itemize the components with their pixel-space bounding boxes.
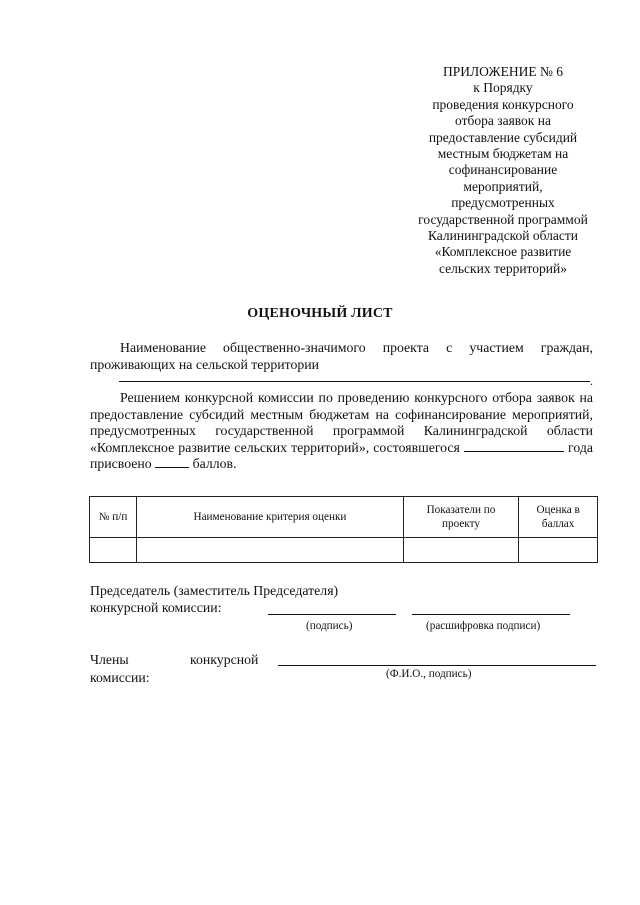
- members-label-word: Члены: [90, 652, 129, 667]
- document-title: ОЦЕНОЧНЫЙ ЛИСТ: [247, 306, 393, 321]
- members-signature-line[interactable]: [278, 665, 596, 666]
- appendix-line: «Комплексное развитие: [434, 244, 572, 260]
- members-label-word: комиссии:: [90, 670, 150, 685]
- table-header-cell: № п/п: [90, 497, 137, 538]
- table-header-cell: Показатели по проекту: [403, 497, 519, 538]
- points-blank[interactable]: [155, 456, 189, 468]
- appendix-line: отбора заявок на: [455, 113, 551, 129]
- criteria-table: [89, 496, 598, 563]
- table-header-cell: Оценка в баллах: [519, 497, 598, 538]
- appendix-line: государственной программой: [418, 211, 588, 227]
- signature-hint: (подпись): [306, 620, 353, 632]
- chairman-decoding-line[interactable]: [412, 614, 570, 615]
- chairman-label-line1: Председатель (заместитель Председателя): [90, 583, 339, 598]
- appendix-line: софинансирование: [448, 162, 558, 178]
- table-cell[interactable]: [137, 538, 404, 563]
- appendix-line: сельских территорий»: [439, 260, 567, 276]
- appendix-line: предоставление субсидий: [428, 129, 578, 145]
- decoding-hint: (расшифровка подписи): [426, 620, 541, 632]
- project-name-fill-line[interactable]: [119, 381, 590, 382]
- chairman-signature-line[interactable]: [268, 614, 396, 615]
- project-name-paragraph: Наименование общественно-значимого проекта с участием граждан, проживающих на сельской территории: [90, 340, 593, 372]
- appendix-line: местным бюджетам на: [437, 146, 569, 162]
- table-header-row: [90, 497, 598, 538]
- appendix-line: мероприятий,: [463, 178, 543, 194]
- decision-text-end: баллов.: [192, 456, 237, 471]
- appendix-line: Калининградской области: [427, 228, 579, 244]
- appendix-block: [392, 64, 614, 277]
- members-hint: (Ф.И.О., подпись): [386, 668, 472, 680]
- project-name-end-mark: .: [590, 374, 593, 388]
- appendix-line: проведения конкурсного: [432, 96, 574, 112]
- members-label-word: конкурсной: [190, 652, 259, 667]
- appendix-line: ПРИЛОЖЕНИЕ № 6: [442, 64, 564, 79]
- decision-text-mid: года присвоено: [90, 439, 594, 471]
- table-row: [90, 538, 598, 563]
- appendix-line: к Порядку: [473, 80, 533, 96]
- table-cell[interactable]: [403, 538, 519, 563]
- decision-text: Решением конкурсной комиссии по проведению конкурсного отбора заявок на предоставление субсидий местным бюджетам на софинансирование мероприятий, предусмотренных государственной программой Калининградской области «Комплексное развитие сельских территорий», состоявшегося: [90, 390, 593, 455]
- meeting-date-blank[interactable]: [464, 440, 564, 452]
- table-cell[interactable]: [90, 538, 137, 563]
- table-header-cell: Наименование критерия оценки: [137, 497, 404, 538]
- table-cell[interactable]: [519, 538, 598, 563]
- chairman-label-line2: конкурсной комиссии:: [90, 600, 222, 615]
- appendix-line: предусмотренных: [451, 195, 555, 211]
- decision-paragraph: [90, 390, 593, 473]
